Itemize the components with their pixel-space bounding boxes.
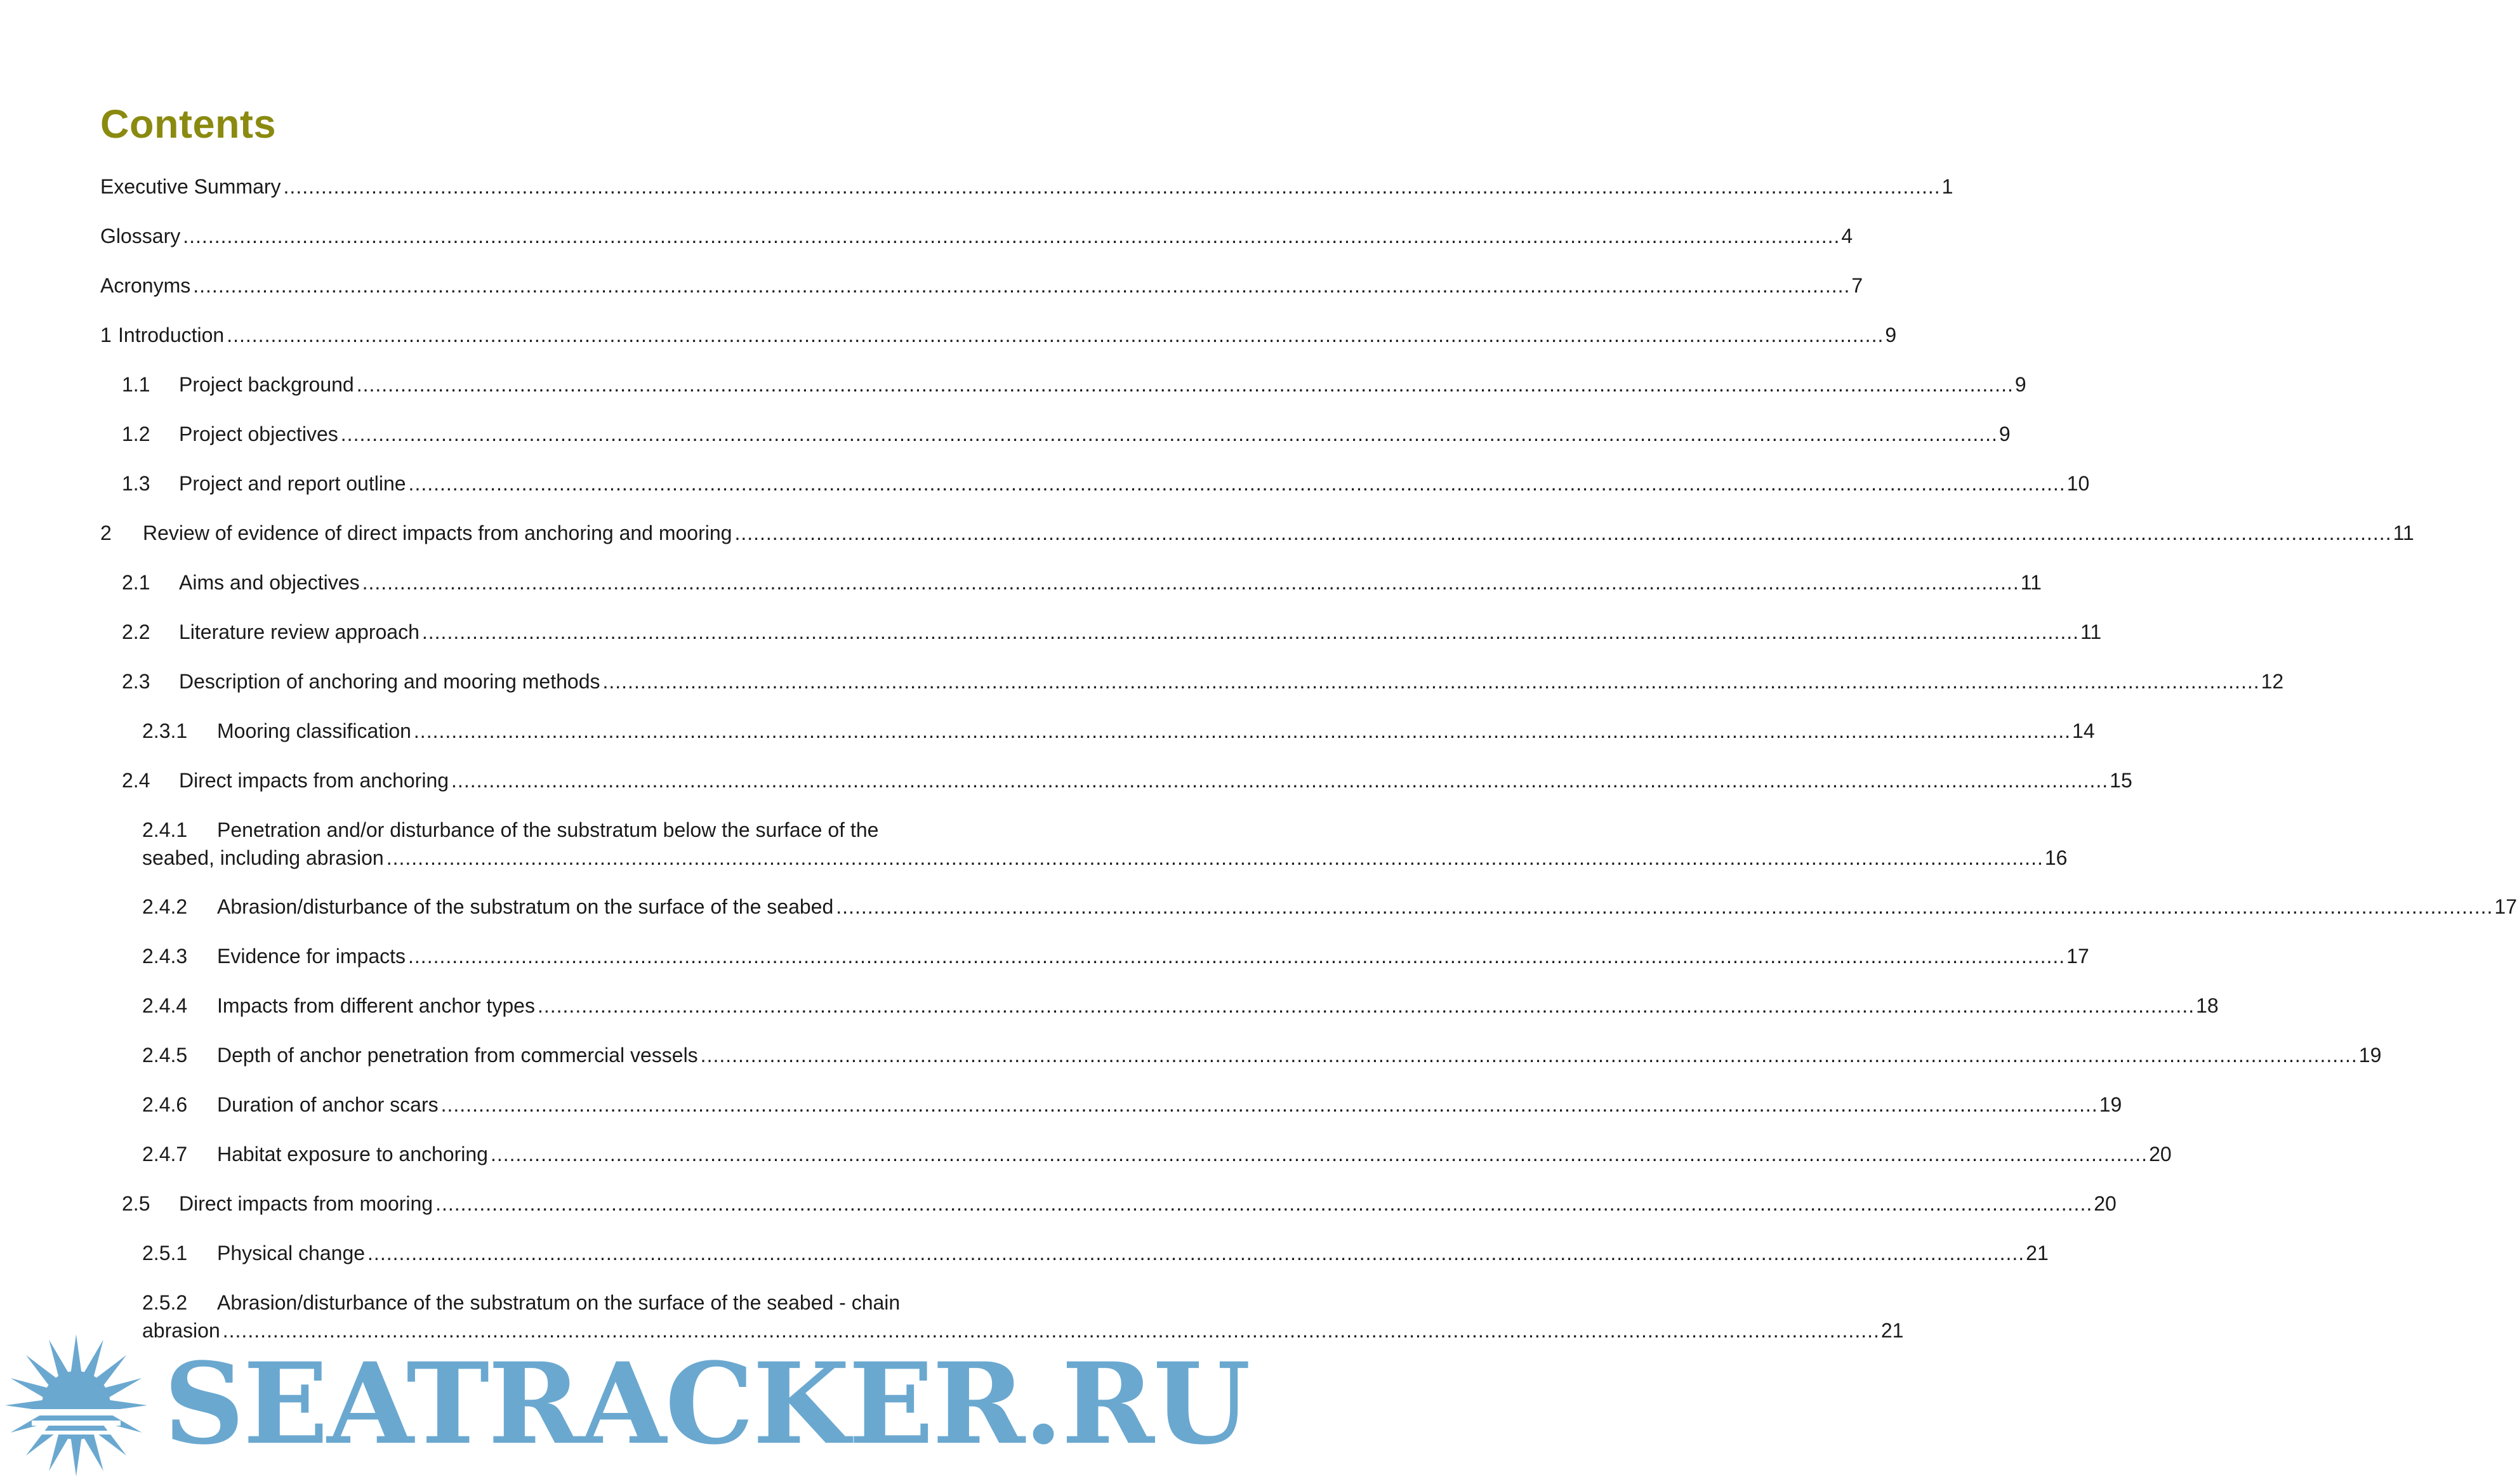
toc-entry-page: 4 (1841, 225, 1853, 247)
toc-entry-number: 2.4.1 (142, 818, 188, 841)
toc-entry-title-line2: seabed, including abrasion (142, 846, 384, 869)
toc-entry-page: 10 (2066, 472, 2090, 495)
toc-entry-number: 2.4 (122, 769, 150, 792)
dot-leader (538, 992, 2195, 1020)
toc-entry-title: Introduction (118, 324, 225, 346)
toc-entry-2-4-4[interactable] (100, 992, 2219, 1020)
toc-entry-2-2[interactable] (100, 618, 2102, 646)
toc-entry-title: Description of anchoring and mooring methods (179, 670, 600, 693)
dot-leader (367, 1239, 2025, 1267)
dot-leader (734, 519, 2391, 547)
toc-entry-number: 1.1 (122, 373, 150, 396)
toc-entry-number: 2.4.5 (142, 1044, 188, 1067)
dot-leader (435, 1190, 2092, 1218)
dot-leader (701, 1041, 2358, 1069)
toc-entry-title: Depth of anchor penetration from commercial vessels (217, 1044, 698, 1067)
toc-entry-2-4-6[interactable] (100, 1091, 2122, 1119)
sun-burst-icon (5, 1334, 147, 1476)
dot-leader (408, 942, 2065, 970)
toc-entry-2[interactable] (100, 519, 2414, 547)
toc-entry-number: 2.5 (122, 1192, 150, 1215)
toc-entry-2-4-1[interactable] (100, 816, 2068, 872)
toc-entry-number: 2.4.7 (142, 1143, 188, 1166)
dot-leader (451, 766, 2108, 794)
toc-entry-introduction[interactable] (100, 321, 1897, 349)
table-of-contents (100, 173, 2517, 1365)
toc-entry-title: Executive Summary (100, 175, 281, 198)
dot-leader (414, 717, 2071, 745)
toc-entry-page: 7 (1851, 274, 1863, 297)
toc-entry-1-2[interactable] (100, 420, 2011, 448)
toc-entry-page: 11 (2080, 621, 2102, 643)
toc-entry-page: 17 (2494, 895, 2517, 918)
toc-entry-2-4-2[interactable] (100, 893, 2517, 921)
toc-entry-number: 2.5.2 (142, 1291, 188, 1314)
dot-leader (227, 321, 1884, 349)
dot-leader (602, 667, 2259, 695)
toc-entry-number: 1.3 (122, 472, 150, 495)
page-title: Contents (100, 102, 276, 147)
dot-leader (341, 420, 1998, 448)
toc-entry-number: 2.4.4 (142, 994, 188, 1017)
toc-entry-title: Impacts from different anchor types (217, 994, 535, 1017)
toc-entry-number: 2.2 (122, 621, 150, 643)
toc-entry-title: Project and report outline (179, 472, 406, 495)
dot-leader (357, 371, 2014, 398)
toc-entry-2-3-1[interactable] (100, 717, 2095, 745)
toc-entry-number: 2 (100, 522, 112, 544)
toc-entry-executive-summary[interactable] (100, 173, 1953, 200)
toc-entry-2-5-1[interactable] (100, 1239, 2049, 1267)
toc-entry-2-3[interactable] (100, 667, 2284, 695)
toc-entry-page: 12 (2261, 670, 2284, 693)
toc-entry-number: 2.1 (122, 571, 150, 594)
toc-entry-page: 16 (2044, 846, 2068, 869)
toc-entry-title-line2: abrasion (142, 1319, 220, 1342)
toc-entry-number: 2.4.2 (142, 895, 188, 918)
toc-entry-2-4-7[interactable] (100, 1140, 2172, 1168)
toc-entry-title: Project objectives (179, 423, 338, 445)
toc-entry-number: 1 (100, 324, 112, 346)
toc-entry-1-3[interactable] (100, 469, 2090, 497)
toc-entry-page: 9 (1998, 423, 2011, 445)
toc-entry-title: Abrasion/disturbance of the substratum on the surface of the seabed (217, 895, 834, 918)
toc-entry-title: Project background (179, 373, 354, 396)
toc-entry-title: Duration of anchor scars (217, 1093, 439, 1116)
toc-entry-title: Acronyms (100, 274, 191, 297)
dot-leader (836, 893, 2493, 921)
toc-entry-2-4[interactable] (100, 766, 2132, 794)
dot-leader (362, 568, 2019, 596)
toc-entry-page: 15 (2110, 769, 2132, 792)
toc-entry-title: Direct impacts from anchoring (179, 769, 449, 792)
toc-entry-number: 2.5.1 (142, 1242, 188, 1264)
toc-entry-title: Literature review approach (179, 621, 420, 643)
dot-leader (441, 1091, 2098, 1119)
dot-leader (386, 844, 2044, 872)
watermark-text: SEATRACKER.RU (164, 1338, 1250, 1469)
toc-entry-page: 9 (2014, 373, 2026, 396)
toc-entry-title: Habitat exposure to anchoring (217, 1143, 488, 1166)
toc-entry-title: Physical change (217, 1242, 366, 1264)
toc-entry-title: Review of evidence of direct impacts from anchoring and mooring (143, 522, 732, 544)
toc-entry-title-line1: Abrasion/disturbance of the substratum on the surface of the seabed - chain (217, 1291, 901, 1314)
toc-entry-2-4-3[interactable] (100, 942, 2089, 970)
toc-entry-title: Mooring classification (217, 719, 411, 742)
toc-entry-page: 18 (2196, 994, 2219, 1017)
toc-entry-2-4-5[interactable] (100, 1041, 2382, 1069)
toc-entry-page: 20 (2149, 1143, 2172, 1166)
toc-entry-acronyms[interactable] (100, 272, 1863, 299)
toc-entry-1-1[interactable] (100, 371, 2026, 398)
dot-leader (193, 272, 1850, 299)
toc-entry-page: 19 (2358, 1044, 2382, 1067)
toc-entry-page: 11 (2393, 522, 2414, 544)
toc-entry-page: 14 (2072, 719, 2095, 742)
toc-entry-number: 1.2 (122, 423, 150, 445)
toc-entry-title-line1: Penetration and/or disturbance of the substratum below the surface of the (217, 818, 879, 841)
toc-entry-page: 17 (2066, 945, 2089, 968)
toc-entry-title: Evidence for impacts (217, 945, 406, 968)
toc-entry-title: Glossary (100, 225, 181, 247)
toc-entry-title: Direct impacts from mooring (179, 1192, 433, 1215)
toc-entry-page: 1 (1941, 175, 1953, 198)
toc-entry-page: 11 (2020, 571, 2042, 594)
toc-entry-2-5[interactable] (100, 1190, 2117, 1218)
toc-entry-page: 9 (1885, 324, 1897, 346)
toc-entry-number: 2.4.6 (142, 1093, 188, 1116)
dot-leader (284, 173, 1941, 200)
toc-entry-2-1[interactable] (100, 568, 2042, 596)
dot-leader (409, 469, 2066, 497)
dot-leader (183, 222, 1840, 250)
toc-entry-page: 20 (2094, 1192, 2117, 1215)
toc-entry-number: 2.4.3 (142, 945, 188, 968)
toc-entry-number: 2.3 (122, 670, 150, 693)
toc-entry-page: 19 (2099, 1093, 2122, 1116)
toc-entry-title: Aims and objectives (179, 571, 360, 594)
toc-entry-page: 21 (1880, 1319, 1904, 1342)
toc-entry-page: 21 (2026, 1242, 2049, 1264)
dot-leader (422, 618, 2079, 646)
toc-entry-glossary[interactable] (100, 222, 1853, 250)
dot-leader (491, 1140, 2148, 1168)
toc-entry-number: 2.3.1 (142, 719, 188, 742)
